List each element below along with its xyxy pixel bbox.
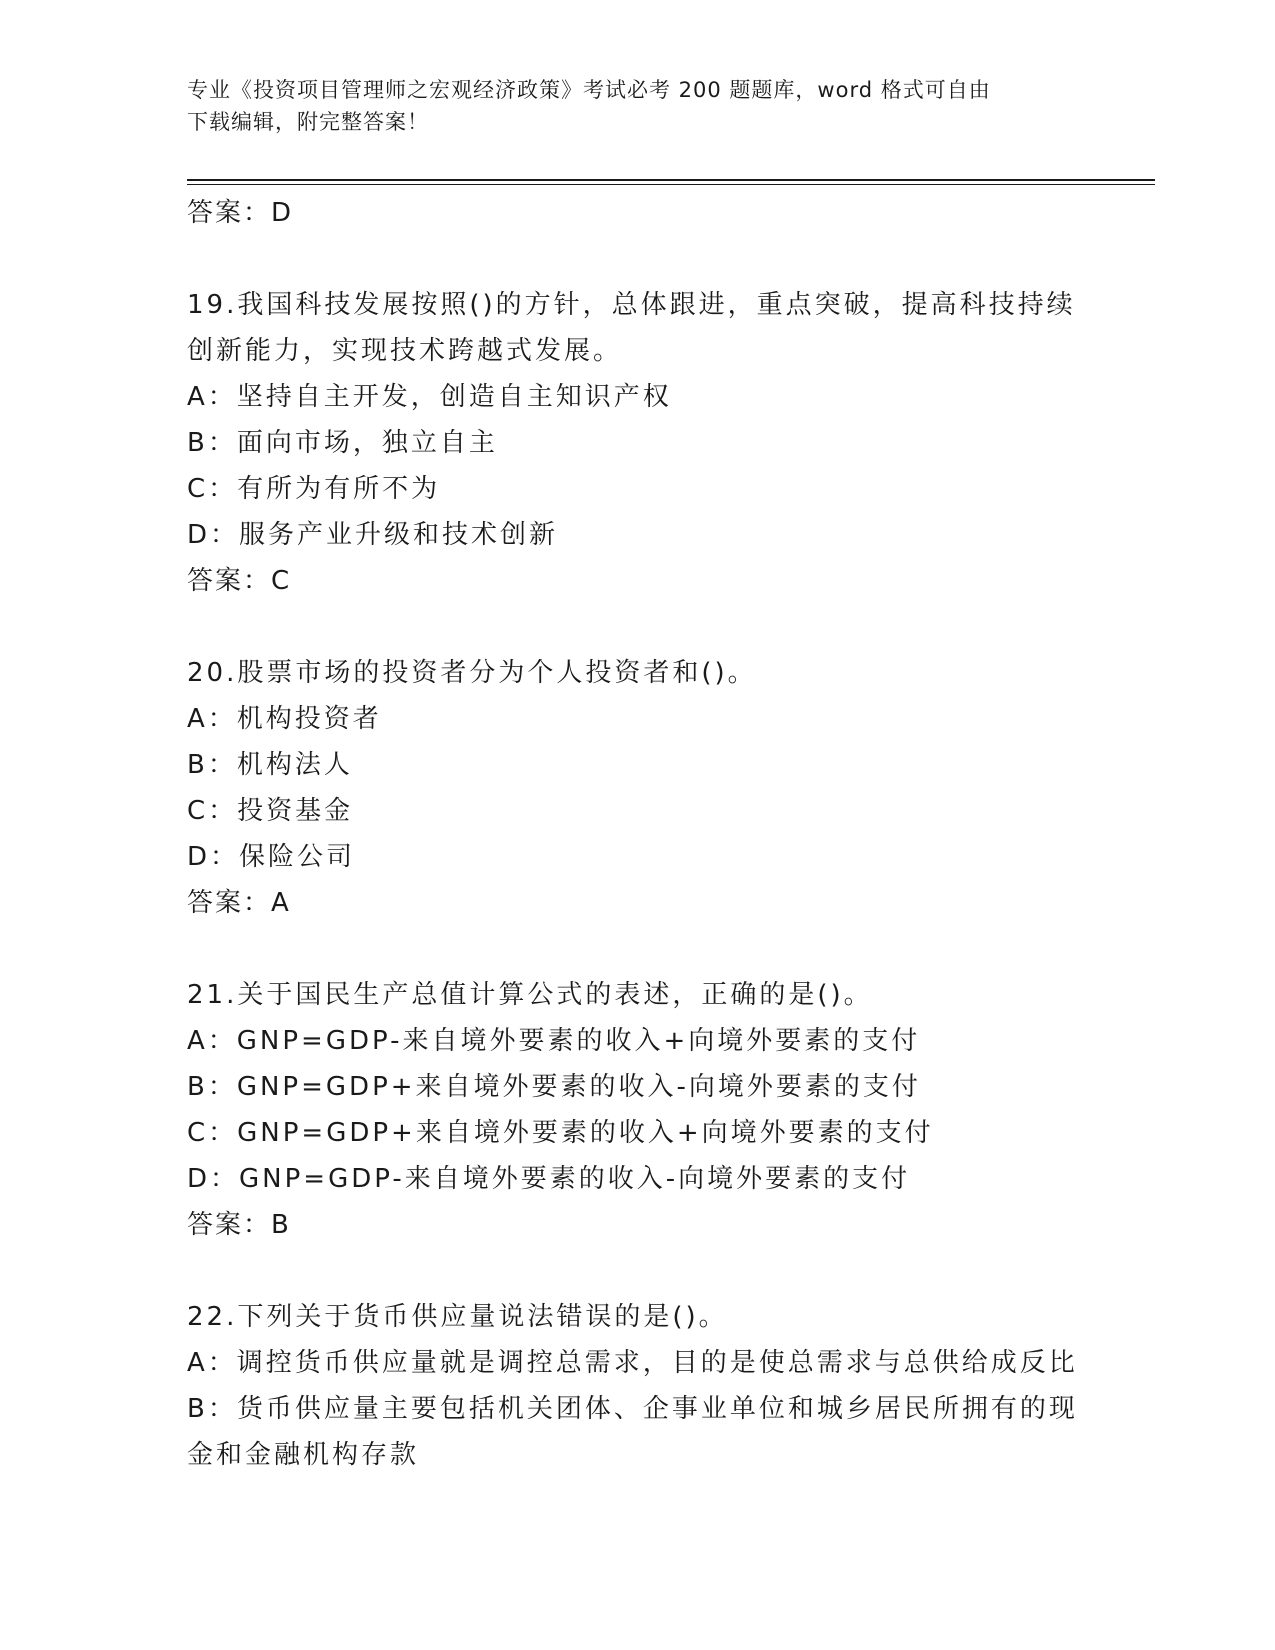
option-b: B：机构法人 xyxy=(187,750,353,780)
option-c: C：投资基金 xyxy=(187,796,354,826)
option-b: B：面向市场，独立自主 xyxy=(187,428,498,458)
answer: 答案：A xyxy=(187,888,291,918)
header-line-1: 专业《投资项目管理师之宏观经济政策》考试必考 200 题题库，word 格式可自由 xyxy=(187,78,991,102)
header-line-2: 下载编辑，附完整答案！ xyxy=(187,110,429,134)
answer-q18: 答案：D xyxy=(187,198,294,228)
answer: 答案：C xyxy=(187,566,292,596)
question-list xyxy=(187,190,1087,1478)
option-c: C：有所为有所不为 xyxy=(187,474,441,504)
question-stem: 21.关于国民生产总值计算公式的表述，正确的是()。 xyxy=(187,980,873,1010)
option-b: B：GNP=GDP+来自境外要素的收入-向境外要素的支付 xyxy=(187,1072,921,1102)
option-a: A：坚持自主开发，创造自主知识产权 xyxy=(187,382,672,412)
option-b-cont: 金和金融机构存款 xyxy=(187,1440,420,1470)
option-a: A：机构投资者 xyxy=(187,704,382,734)
option-d: D：服务产业升级和技术创新 xyxy=(187,520,559,550)
answer: 答案：B xyxy=(187,1210,291,1240)
option-b: B：货币供应量主要包括机关团体、企事业单位和城乡居民所拥有的现 xyxy=(187,1394,1078,1424)
option-c: C：GNP=GDP+来自境外要素的收入+向境外要素的支付 xyxy=(187,1118,934,1148)
question-stem: 19.我国科技发展按照()的方针，总体跟进，重点突破，提高科技持续 xyxy=(187,290,1076,320)
question-21 xyxy=(187,972,1087,1248)
document-header xyxy=(187,74,1067,138)
question-20 xyxy=(187,650,1087,926)
header-divider xyxy=(187,179,1155,185)
option-d: D：GNP=GDP-来自境外要素的收入-向境外要素的支付 xyxy=(187,1164,911,1194)
question-19 xyxy=(187,282,1087,604)
question-stem: 20.股票市场的投资者分为个人投资者和()。 xyxy=(187,658,757,688)
option-d: D：保险公司 xyxy=(187,842,356,872)
option-a: A：调控货币供应量就是调控总需求，目的是使总需求与总供给成反比 xyxy=(187,1348,1078,1378)
question-22 xyxy=(187,1294,1087,1478)
question-stem-cont: 创新能力，实现技术跨越式发展。 xyxy=(187,336,623,366)
option-a: A：GNP=GDP-来自境外要素的收入+向境外要素的支付 xyxy=(187,1026,921,1056)
question-stem: 22.下列关于货币供应量说法错误的是()。 xyxy=(187,1302,728,1332)
